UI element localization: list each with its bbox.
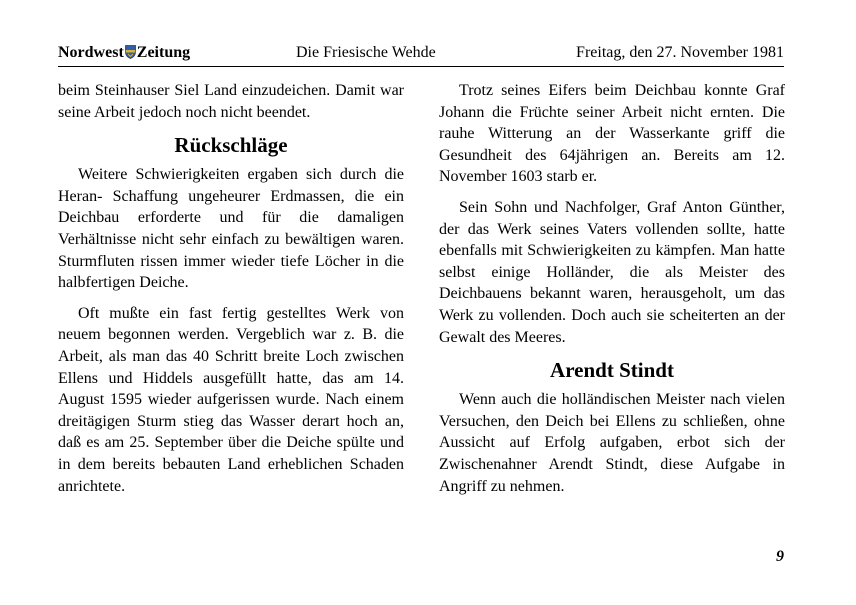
page-number: 9	[776, 548, 784, 565]
newspaper-name-part1: Nordwest	[58, 44, 124, 61]
left-column	[58, 80, 404, 506]
page-header	[58, 44, 784, 67]
paragraph: Wenn auch die holländischen Meister nach vielen Versuchen, den Deich bei Ellens zu schließen, ohne Aussicht auf Erfolg aufgaben, erbot sich der Zwischenahner Arendt Stindt, diese Aufgabe in Angriff zu nehmen.	[439, 391, 785, 495]
issue-date: Freitag, den 27. November 1981	[576, 44, 784, 61]
coat-of-arms-icon	[125, 45, 136, 64]
newspaper-name-part2: Zeitung	[136, 44, 191, 61]
right-column	[439, 80, 785, 506]
paragraph: Weitere Schwierigkeiten ergaben sich durch die Heran- Schaffung ungeheurer Erdmassen, die ein Deichbau erforderte und für die damaligen Verhältnisse nicht sehr einfach zu bewältigen waren. Sturmfluten rissen immer wieder tiefe Löcher in die halbfertigen Deiche.	[58, 166, 404, 292]
section-heading: Arendt Stindt	[550, 358, 674, 383]
paragraph: Sein Sohn und Nachfolger, Graf Anton Günther, der das Werk seines Vaters vollenden sollte, hatte ebenfalls mit Schwierigkeiten zu kämpfen. Man hatte selbst einige Holländer, die als Meister des Deichbauens bekannt waren, herausgeholt, um das Werk zu vollenden. Doch auch sie scheiterten an der Gewalt des Meeres.	[439, 198, 785, 346]
section-heading: Rückschläge	[174, 133, 288, 158]
newspaper-name	[58, 44, 190, 64]
paragraph: beim Steinhauser Siel Land einzudeichen. Damit war seine Arbeit jedoch noch nicht beendet.	[58, 82, 404, 121]
section-title: Die Friesische Wehde	[296, 44, 436, 61]
paragraph: Trotz seines Eifers beim Deichbau konnte Graf Johann die Früchte seiner Arbeit nicht ernten. Die rauhe Witterung an der Wasserkante griff die Gesundheit des 64jährigen an. Bereits am 12. November 1603 starb er.	[439, 82, 785, 186]
paragraph: Oft mußte ein fast fertig gestelltes Werk von neuem begonnen werden. Vergeblich war z. B. die Arbeit, als man das 40 Schritt breite Loch zwischen Ellens und Hiddels ausgefüllt hatte, das am 14. August 1595 wieder aufgerissen wurde. Nach einem dreitägigen Sturm stieg das Wasser derart hoch an, daß es am 25. September über die Deiche spülte und in dem bereits bebauten Land erheblichen Schaden anrichtete.	[58, 304, 404, 495]
